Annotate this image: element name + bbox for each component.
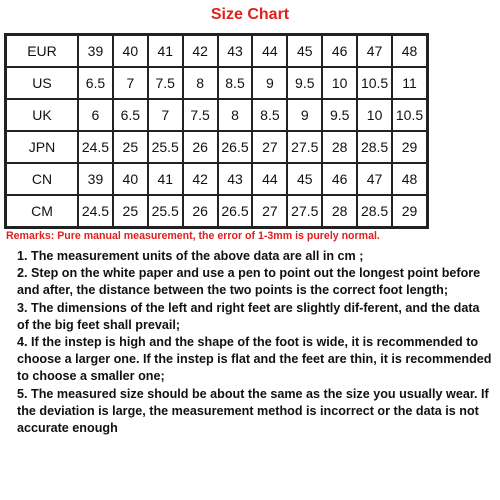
table-cell: 26.5 xyxy=(218,131,253,163)
table-cell: 9 xyxy=(252,67,287,99)
table-cell: 9.5 xyxy=(322,99,357,131)
table-cell: 28.5 xyxy=(357,131,392,163)
table-cell: 29 xyxy=(392,131,427,163)
note-item: 5. The measured size should be about the same as the size you usually wear. If the deviation is large, the measurement method is incorrect or the data is not accurate enough xyxy=(17,386,489,436)
table-cell: 43 xyxy=(218,35,253,67)
table-cell: 27 xyxy=(252,131,287,163)
note-item: 4. If the instep is high and the shape of the foot is wide, it is recommended to choose a larger one. If the instep is flat and the feet are thin, it is recommended to choose a smaller one; xyxy=(17,335,492,384)
table-row xyxy=(6,131,427,163)
table-cell: 40 xyxy=(113,163,148,195)
table-cell: 8 xyxy=(183,67,218,99)
table-cell: 42 xyxy=(183,163,218,195)
table-cell: 8 xyxy=(218,99,253,131)
notes-list xyxy=(17,248,493,437)
table-cell: 25 xyxy=(113,131,148,163)
table-cell: 42 xyxy=(183,35,218,67)
table-cell: 28.5 xyxy=(357,195,392,227)
table-cell: 24.5 xyxy=(78,131,113,163)
table-cell: 6.5 xyxy=(78,67,113,99)
table-cell: 43 xyxy=(218,163,253,195)
note-item: 3. The dimensions of the left and right feet are slightly dif-ferent, and the data of the big feet shall prevail; xyxy=(17,300,480,332)
table-cell: 25.5 xyxy=(148,195,183,227)
table-cell: 7.5 xyxy=(148,67,183,99)
table-cell: 9.5 xyxy=(287,67,322,99)
table-cell: 26 xyxy=(183,131,218,163)
table-row xyxy=(6,35,427,67)
note-item: 2. Step on the white paper and use a pen to point out the longest point before and after, the distance between the two points is the correct foot length; xyxy=(17,266,481,298)
table-row xyxy=(6,99,427,131)
table-cell: 10.5 xyxy=(357,67,392,99)
row-header: US xyxy=(6,67,78,99)
table-cell: 26 xyxy=(183,195,218,227)
table-cell: 40 xyxy=(113,35,148,67)
table-cell: 44 xyxy=(252,163,287,195)
remarks-text: Remarks: Pure manual measurement, the error of 1-3mm is purely normal. xyxy=(6,230,380,242)
table-cell: 48 xyxy=(392,163,427,195)
table-cell: 44 xyxy=(252,35,287,67)
table-cell: 25 xyxy=(113,195,148,227)
table-cell: 11 xyxy=(392,67,427,99)
table-cell: 7 xyxy=(113,67,148,99)
table-cell: 26.5 xyxy=(218,195,253,227)
table-cell: 8.5 xyxy=(218,67,253,99)
table-cell: 45 xyxy=(287,163,322,195)
table-cell: 10 xyxy=(322,67,357,99)
table-cell: 6.5 xyxy=(113,99,148,131)
table-cell: 24.5 xyxy=(78,195,113,227)
row-header: JPN xyxy=(6,131,78,163)
table-cell: 10.5 xyxy=(392,99,427,131)
table-cell: 27 xyxy=(252,195,287,227)
table-cell: 46 xyxy=(322,35,357,67)
table-row xyxy=(6,163,427,195)
table-cell: 7 xyxy=(148,99,183,131)
table-cell: 47 xyxy=(357,35,392,67)
size-chart-body xyxy=(6,35,427,227)
page-title: Size Chart xyxy=(210,6,290,23)
table-cell: 46 xyxy=(322,163,357,195)
table-cell: 8.5 xyxy=(252,99,287,131)
row-header: CM xyxy=(6,195,78,227)
row-header: CN xyxy=(6,163,78,195)
row-header: EUR xyxy=(6,35,78,67)
row-header: UK xyxy=(6,99,78,131)
table-cell: 27.5 xyxy=(287,131,322,163)
table-row xyxy=(6,195,427,227)
size-chart-table xyxy=(4,33,429,229)
table-cell: 39 xyxy=(78,163,113,195)
table-cell: 9 xyxy=(287,99,322,131)
table-cell: 28 xyxy=(322,195,357,227)
table-cell: 10 xyxy=(357,99,392,131)
table-row xyxy=(6,67,427,99)
table-cell: 48 xyxy=(392,35,427,67)
table-cell: 7.5 xyxy=(183,99,218,131)
table-cell: 28 xyxy=(322,131,357,163)
table-cell: 41 xyxy=(148,35,183,67)
table-cell: 45 xyxy=(287,35,322,67)
table-cell: 25.5 xyxy=(148,131,183,163)
table-cell: 41 xyxy=(148,163,183,195)
table-cell: 29 xyxy=(392,195,427,227)
table-cell: 6 xyxy=(78,99,113,131)
table-cell: 39 xyxy=(78,35,113,67)
note-item: 1. The measurement units of the above data are all in cm ; xyxy=(17,249,364,263)
table-cell: 47 xyxy=(357,163,392,195)
table-cell: 27.5 xyxy=(287,195,322,227)
